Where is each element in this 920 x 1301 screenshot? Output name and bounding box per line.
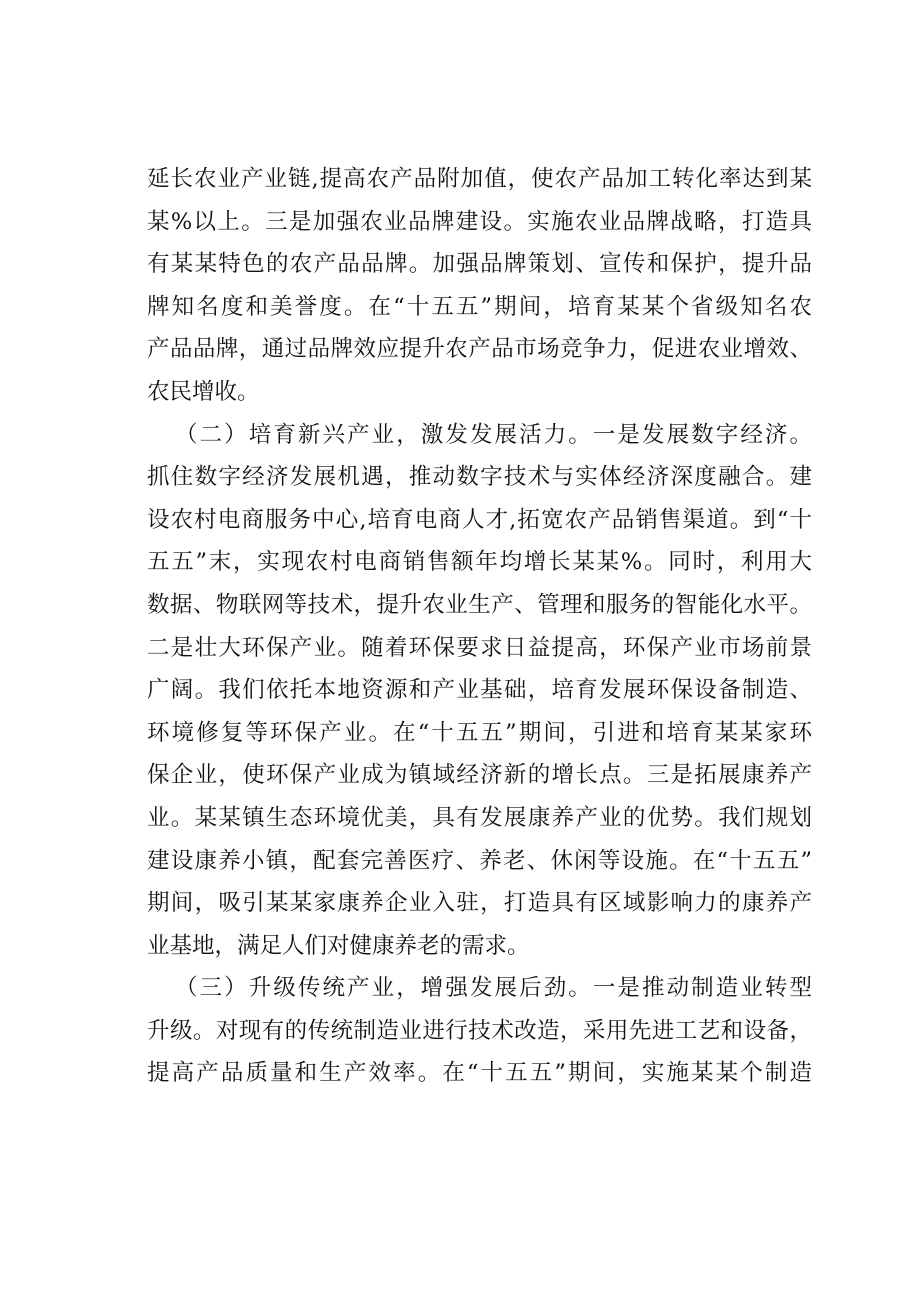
paragraph-2-line: 抓住数字经济发展机遇，推动数字技术与实体经济深度融合。建 <box>147 464 812 491</box>
paragraph-2-line: 二是壮大环保产业。随着环保要求日益提高，环保产业市场前景 <box>147 634 812 661</box>
paragraph-2-line: 环境修复等环保产业。在“十五五”期间，引进和培育某某家环 <box>147 719 812 746</box>
paragraph-2-heading-line: （二）培育新兴产业，激发发展活力。一是发展数字经济。 <box>175 421 812 448</box>
paragraph-1-line: 延长农业产业链,提高农产品附加值，使农产品加工转化率达到某 <box>147 166 812 192</box>
paragraph-3-heading-line: （三）升级传统产业，增强发展后劲。一是推动制造业转型 <box>175 975 812 1002</box>
paragraph-2-line: 业基地，满足人们对健康养老的需求。 <box>147 932 530 959</box>
paragraph-2-line: 设农村电商服务中心,培育电商人才,拓宽农产品销售渠道。到“十 <box>147 506 812 533</box>
paragraph-1-line: 产品品牌，通过品牌效应提升农产品市场竞争力，促进农业增效、 <box>147 336 812 363</box>
paragraph-1-line: 农民增收。 <box>147 378 260 405</box>
paragraph-2-line: 保企业，使环保产业成为镇域经济新的增长点。三是拓展康养产 <box>147 762 812 789</box>
paragraph-3-line: 升级。对现有的传统制造业进行技术改造，采用先进工艺和设备， <box>147 1017 812 1044</box>
paragraph-3-line: 提高产品质量和生产效率。在“十五五”期间，实施某某个制造 <box>147 1060 812 1087</box>
paragraph-1-line: 牌知名度和美誉度。在“十五五”期间，培育某某个省级知名农 <box>147 293 812 320</box>
paragraph-1-line: 某%以上。三是加强农业品牌建设。实施农业品牌战略，打造具 <box>147 208 812 235</box>
document-body <box>147 158 812 1095</box>
paragraph-2-line: 数据、物联网等技术，提升农业生产、管理和服务的智能化水平。 <box>147 591 812 618</box>
paragraph-2-line: 业。某某镇生态环境优美，具有发展康养产业的优势。我们规划 <box>147 804 812 831</box>
paragraph-1-line: 有某某特色的农产品品牌。加强品牌策划、宣传和保护，提升品 <box>147 251 812 278</box>
paragraph-2-line: 广阔。我们依托本地资源和产业基础，培育发展环保设备制造、 <box>147 677 812 704</box>
paragraph-2-line: 建设康养小镇，配套完善医疗、养老、休闲等设施。在“十五五” <box>147 847 812 874</box>
paragraph-2-line: 期间，吸引某某家康养企业入驻，打造具有区域影响力的康养产 <box>147 890 812 917</box>
paragraph-2-line: 五五”末，实现农村电商销售额年均增长某某%。同时，利用大 <box>147 549 812 576</box>
